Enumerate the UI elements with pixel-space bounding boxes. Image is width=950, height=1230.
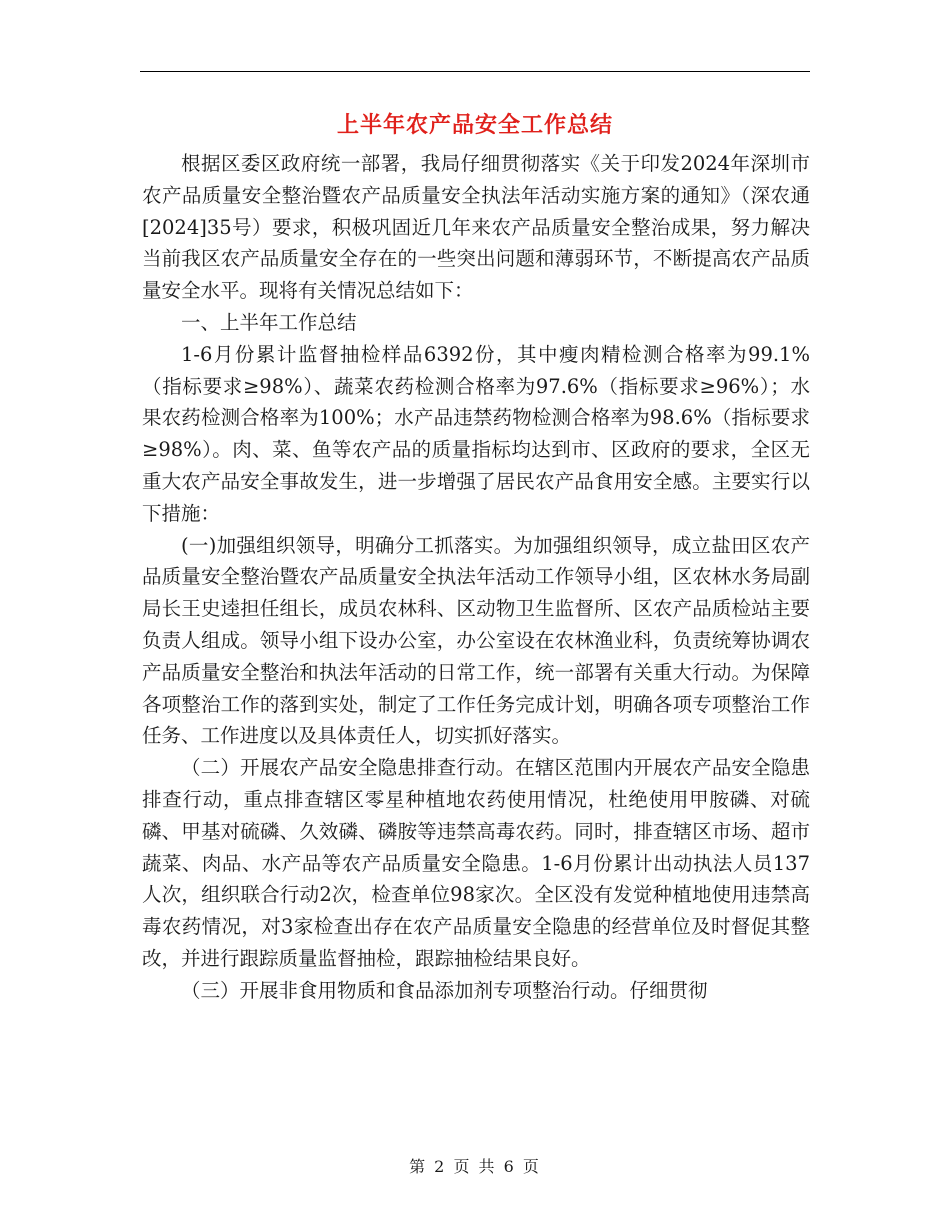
document-title: 上半年农产品安全工作总结 bbox=[336, 112, 613, 138]
document-body bbox=[142, 148, 810, 1007]
section-heading: 一、上半年工作总结 bbox=[181, 310, 357, 334]
page-number: 第 2 页 共 6 页 bbox=[409, 1157, 541, 1176]
header-rule bbox=[140, 71, 810, 72]
paragraph-intro: 根据区委区政府统一部署，我局仔细贯彻落实《关于印发2024年深圳市农产品质量安全整治暨农产品质量安全执法年活动实施方案的通知》（深农通[2024]35号）要求，积极巩固近几年来农产品质量安全整治成果，努力解决当前我区农产品质量安全存在的一些突出问题和薄弱环节，不断提高农产品质量安全水平。现将有关情况总结如下： bbox=[142, 152, 810, 303]
paragraph-measure-1: (一)加强组织领导，明确分工抓落实。为加强组织领导，成立盐田区农产品质量安全整治暨农产品质量安全执法年活动工作领导小组，区农林水务局副局长王史逵担任组长，成员农林科、区动物卫生监督所、区农产品质检站主要负责人组成。领导小组下设办公室，办公室设在农林渔业科，负责统筹协调农产品质量安全整治和执法年活动的日常工作，统一部署有关重大行动。为保障各项整治工作的落到实处，制定了工作任务完成计划，明确各项专项整治工作任务、工作进度以及具体责任人，切实抓好落实。 bbox=[142, 533, 810, 748]
paragraph-measure-3: （三）开展非食用物质和食品添加剂专项整治行动。仔细贯彻 bbox=[181, 978, 708, 1002]
paragraph-stats: 1-6月份累计监督抽检样品6392份，其中瘦肉精检测合格率为99.1%（指标要求≥98%）、蔬菜农药检测合格率为97.6%（指标要求≥96%）；水果农药检测合格率为100%；水产品违禁药物检测合格率为98.6%（指标要求≥98%）。肉、菜、鱼等农产品的质量指标均达到市、区政府的要求，全区无重大农产品安全事故发生，进一步增强了居民农产品食用安全感。主要实行以下措施： bbox=[142, 342, 810, 525]
paragraph-measure-2: （二）开展农产品安全隐患排查行动。在辖区范围内开展农产品安全隐患排查行动，重点排查辖区零星种植地农药使用情况，杜绝使用甲胺磷、对硫磷、甲基对硫磷、久效磷、磷胺等违禁高毒农药。同时，排查辖区市场、超市蔬菜、肉品、水产品等农产品质量安全隐患。1-6月份累计出动执法人员137人次，组织联合行动2次，检查单位98家次。全区没有发觉种植地使用违禁高毒农药情况，对3家检查出存在农产品质量安全隐患的经营单位及时督促其整改，并进行跟踪质量监督抽检，跟踪抽检结果良好。 bbox=[142, 756, 810, 970]
